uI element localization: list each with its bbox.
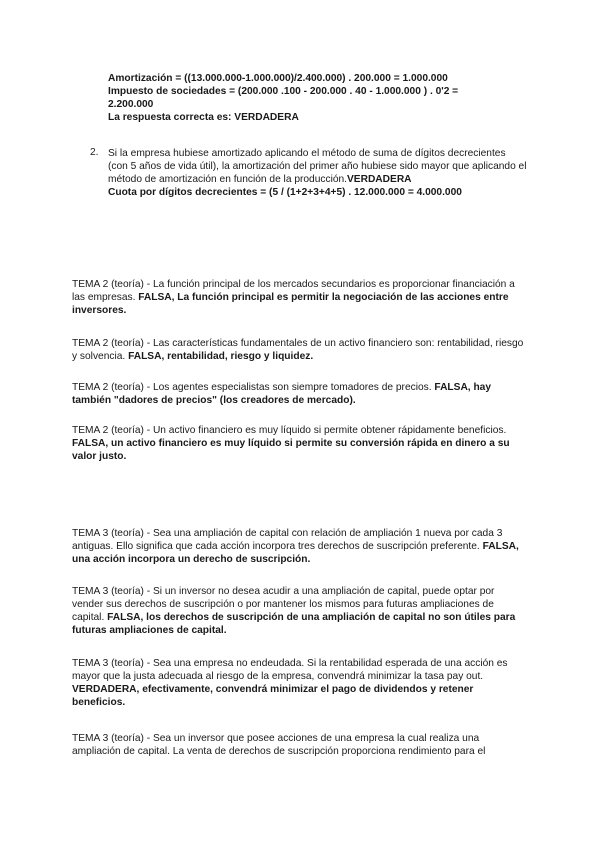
tema2-paragraph-3 xyxy=(72,381,528,407)
tema3-1-question: TEMA 3 (teoría) - Sea una ampliación de capital con relación de ampliación 1 nueva por cada 3 antiguas. Ello significa que cada acción incorpora tres derechos de suscripción preferente. xyxy=(72,528,503,552)
tema3-3-answer: VERDADERA, efectivamente, convendrá minimizar el pago de dividendos y retener beneficios. xyxy=(72,684,474,708)
tema3-paragraph-4 xyxy=(72,732,528,758)
tema3-1-answer: FALSA, una acción incorpora un derecho de suscripción. xyxy=(72,541,519,565)
respuesta-line: La respuesta correcta es: VERDADERA xyxy=(108,112,299,123)
tema2-2-question: TEMA 2 (teoría) - Las características fundamentales de un activo financiero son: rentabilidad, riesgo y solvencia. xyxy=(72,338,524,362)
tema3-paragraph-3 xyxy=(72,657,528,709)
tema3-paragraph-2 xyxy=(72,585,528,637)
item-2-text: Si la empresa hubiese amortizado aplicando el método de suma de dígitos decrecientes (con 5 años de vida útil), la amortización del primer año hubiese sido mayor que aplicando el método de amortización en función de la producción. xyxy=(108,148,527,185)
tema2-2-answer: FALSA, rentabilidad, riesgo y liquidez. xyxy=(128,351,314,362)
tema2-4-question: TEMA 2 (teoría) - Un activo financiero es muy líquido si permite obtener rápidamente beneficios. xyxy=(72,425,507,436)
amortizacion-line: Amortización = ((13.000.000-1.000.000)/2.400.000) . 200.000 = 1.000.000 xyxy=(108,73,448,84)
tema2-3-question: TEMA 2 (teoría) - Los agentes especialistas son siempre tomadores de precios. xyxy=(72,382,435,393)
item-2-statement xyxy=(108,147,528,186)
impuesto-result: 2.200.000 xyxy=(108,99,154,110)
tema3-paragraph-1 xyxy=(72,527,528,566)
tema3-2-question: TEMA 3 (teoría) - Si un inversor no desea acudir a una ampliación de capital, puede optar por vender sus derechos de suscripción o por mantener los mismos para futuras ampliaciones de capital. xyxy=(72,586,495,623)
item-2-answer: VERDADERA xyxy=(347,174,412,185)
tema2-paragraph-2 xyxy=(72,337,528,363)
item-2 xyxy=(108,147,528,199)
calculation-block xyxy=(108,72,528,124)
tema2-paragraph-1 xyxy=(72,278,528,317)
tema3-4-question: TEMA 3 (teoría) - Sea un inversor que posee acciones de una empresa la cual realiza una ampliación de capital. La venta de derechos de suscripción proporciona rendimiento para el xyxy=(72,733,486,757)
tema2-4-answer: FALSA, un activo financiero es muy líquido si permite su conversión rápida en dinero a su valor justo. xyxy=(72,438,510,462)
tema2-1-question: TEMA 2 (teoría) - La función principal de los mercados secundarios es proporcionar financiación a las empresas. xyxy=(72,279,515,303)
tema3-2-answer: FALSA, los derechos de suscripción de una ampliación de capital no son útiles para futuras ampliaciones de capital. xyxy=(72,612,516,636)
tema2-1-answer: FALSA, La función principal es permitir la negociación de las acciones entre inversores. xyxy=(72,292,509,316)
item-number: 2. xyxy=(90,147,99,158)
tema3-3-question: TEMA 3 (teoría) - Sea una empresa no endeudada. Si la rentabilidad esperada de una acción es mayor que la justa adecuada al riesgo de la empresa, convendrá minimizar la tasa pay out. xyxy=(72,658,508,682)
tema2-paragraph-4 xyxy=(72,424,528,463)
cuota-line: Cuota por dígitos decrecientes = (5 / (1+2+3+4+5) . 12.000.000 = 4.000.000 xyxy=(108,187,462,198)
impuesto-line: Impuesto de sociedades = (200.000 .100 - 200.000 . 40 - 1.000.000 ) . 0'2 = xyxy=(108,86,459,97)
tema2-3-answer: FALSA, hay también "dadores de precios" (los creadores de mercado). xyxy=(72,382,492,406)
